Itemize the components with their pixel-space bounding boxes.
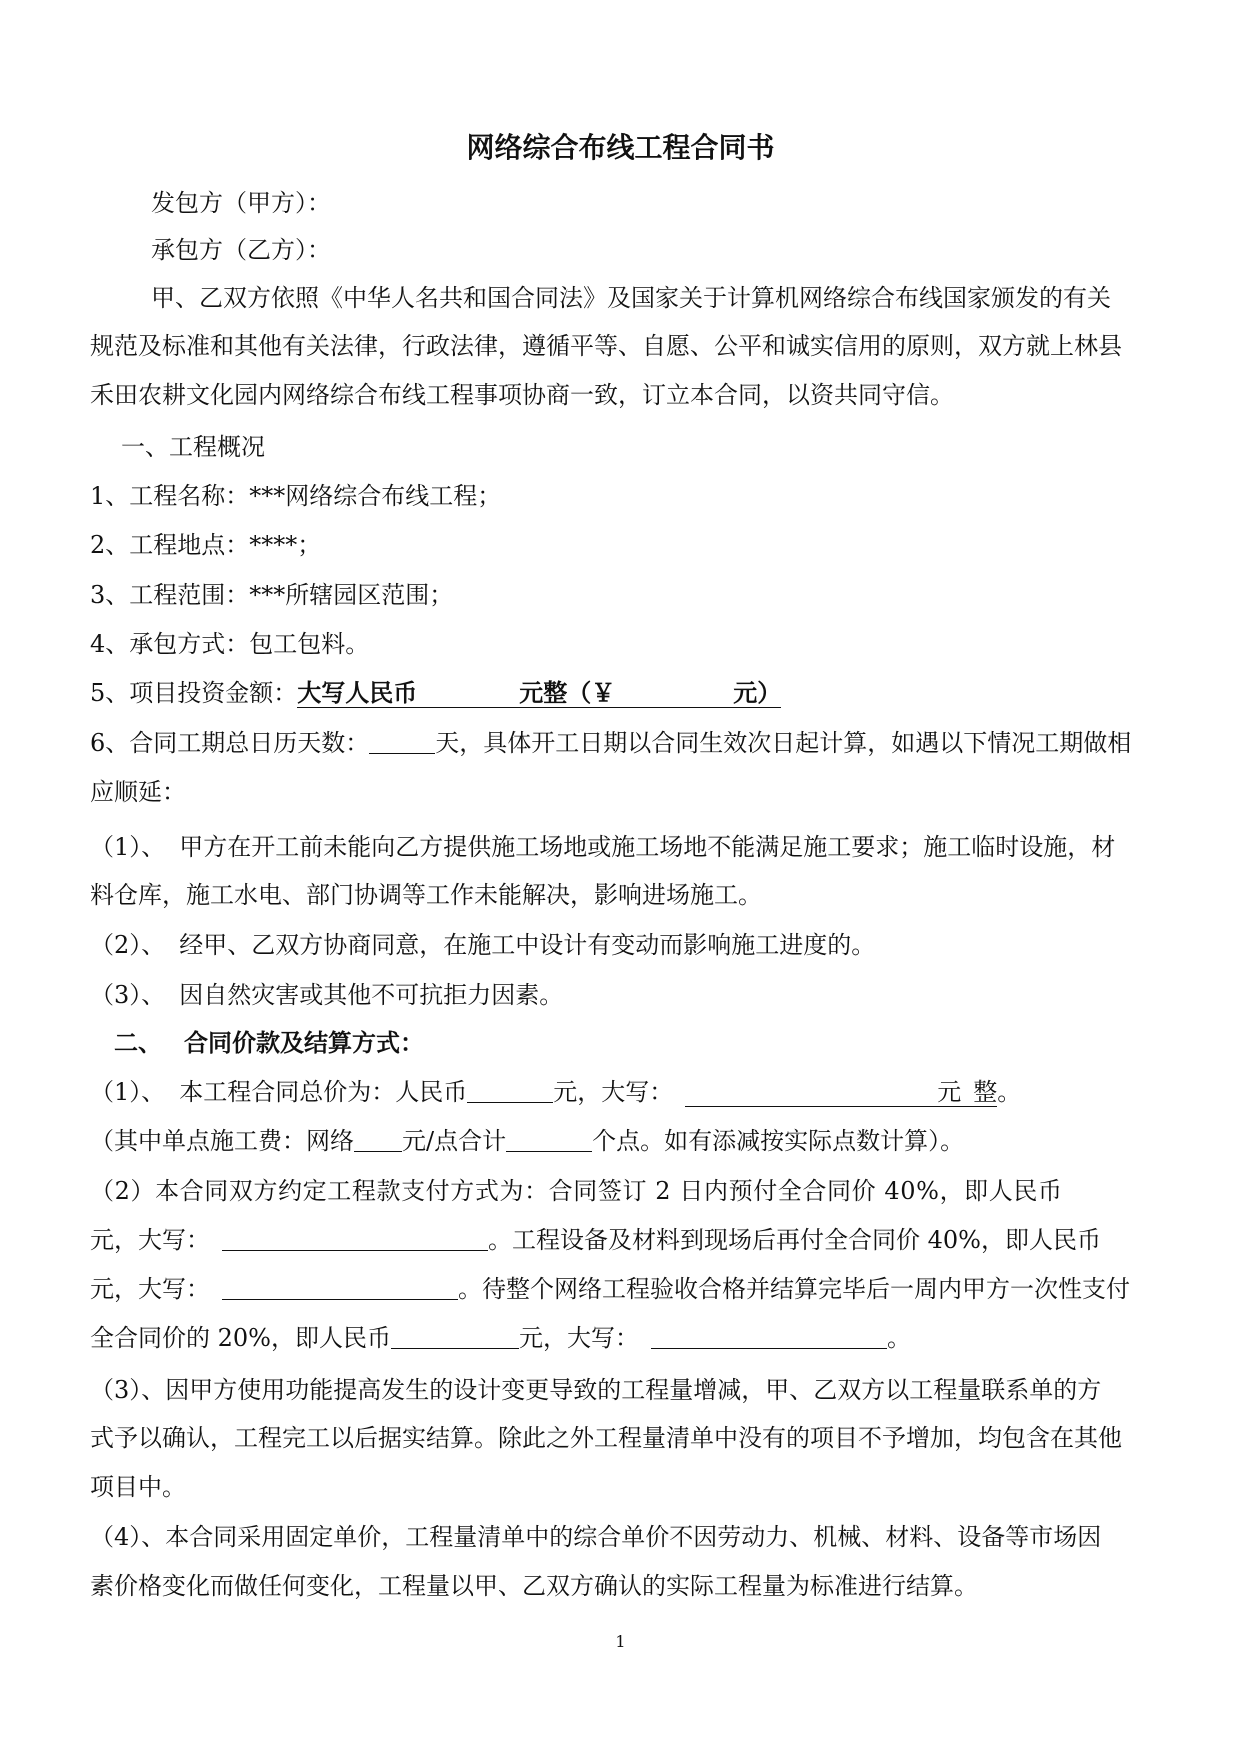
clause-2-text-l2a: 元，大写： xyxy=(90,1226,210,1254)
item-5 xyxy=(90,678,1151,708)
section2-heading-text: 合同价款及结算方式： xyxy=(184,1028,424,1057)
preamble-line-1: 甲、乙双方依照《中华人名共和国合同法》及国家关于计算机网络综合布线国家颁发的有关 xyxy=(151,284,1111,312)
final-payment-capital-blank xyxy=(651,1324,887,1349)
preamble-line-2: 规范及标准和其他有关法律，行政法律，遵循平等、自愿、公平和诚实信用的原则，双方就上林县 xyxy=(90,332,1122,360)
payment-clause-1 xyxy=(90,1077,1151,1107)
item-4: 4、承包方式：包工包料。 xyxy=(90,630,370,658)
item-6 xyxy=(90,728,1151,758)
sub-item-2-text: 经甲、乙双方协商同意，在施工中设计有变动而影响施工进度的。 xyxy=(179,931,876,959)
item-6-prefix: 6、合同工期总日历天数： xyxy=(90,729,370,757)
investment-amount-yuan: 元整（￥ xyxy=(519,678,616,707)
section1-heading: 一、工程概况 xyxy=(121,433,265,461)
payment-clause-2-line-2 xyxy=(90,1225,1151,1255)
payment-clause-3-line-1: （3）、因甲方使用功能提高发生的设计变更导致的工程量增减，甲、乙双方以工程量联系单的方 xyxy=(90,1376,1102,1404)
document-title: 网络综合布线工程合同书 xyxy=(466,131,775,164)
final-payment-blank xyxy=(391,1324,519,1349)
item-3: 3、工程范围：***所辖园区范围； xyxy=(90,581,454,609)
payment-clause-2-line-3 xyxy=(90,1274,1151,1304)
clause-1-text-b: 元，大写： xyxy=(553,1078,674,1106)
payment-clause-3-line-2: 式予以确认，工程完工以后据实结算。除此之外工程量清单中没有的项目不予增加，均包含在其他 xyxy=(90,1424,1122,1452)
preamble-line-3: 禾田农耕文化园内网络综合布线工程事项协商一致，订立本合同，以资共同守信。 xyxy=(90,381,954,409)
clause-2-text-l4b: 元，大写： xyxy=(518,1324,639,1352)
item-1: 1、工程名称：***网络综合布线工程； xyxy=(90,482,502,510)
total-price-blank xyxy=(467,1078,553,1103)
clause-2-text-l3b: 。待整个网络工程验收合格并结算完毕后一周内甲方一次性支付 xyxy=(458,1275,1130,1303)
payment-clause-3-line-3: 项目中。 xyxy=(90,1473,186,1501)
duration-days-blank xyxy=(369,729,435,754)
sub-item-3 xyxy=(90,980,1151,1010)
section2-heading-num: 二、 xyxy=(114,1028,162,1057)
sub-item-1-label: （1）、 xyxy=(90,833,166,861)
clause-1-period: 。 xyxy=(997,1078,1022,1106)
clause-1b-text-a: （其中单点施工费：网络 xyxy=(90,1127,354,1155)
sub-item-1-text: 甲方在开工前未能向乙方提供施工场地或施工场地不能满足施工要求；施工临时设施，材 xyxy=(179,833,1116,861)
sub-item-3-text: 因自然灾害或其他不可抗拒力因素。 xyxy=(179,981,564,1009)
clause-1b-text-c: 个点。如有添减按实际点数计算）。 xyxy=(592,1127,965,1155)
sub-item-3-label: （3）、 xyxy=(90,981,166,1009)
sub-item-2 xyxy=(90,930,1151,960)
party-a-line: 发包方（甲方）： xyxy=(151,189,331,217)
investment-amount-capital: 大写人民币 xyxy=(297,678,418,707)
sub-item-1-cont: 料仓库，施工水电、部门协调等工作未能解决，影响进场施工。 xyxy=(90,881,762,909)
sub-item-2-label: （2）、 xyxy=(90,931,166,959)
party-b-line: 承包方（乙方）： xyxy=(151,236,331,264)
point-count-blank xyxy=(506,1127,592,1152)
advance-capital-blank xyxy=(222,1226,488,1251)
page-number: 1 xyxy=(615,1632,626,1651)
clause-2-text-l2b: 。工程设备及材料到现场后再付全合同价 40%，即人民币 xyxy=(488,1226,1101,1254)
item-6-suffix: 天，具体开工日期以合同生效次日起计算，如遇以下情况工期做相 xyxy=(435,729,1132,757)
section2-heading xyxy=(114,1028,1151,1058)
payment-clause-4-line-2: 素价格变化而做任何变化，工程量以甲、乙双方确认的实际工程量为标准进行结算。 xyxy=(90,1572,978,1600)
payment-clause-1b xyxy=(90,1126,1151,1156)
unit-price-blank xyxy=(354,1127,402,1152)
clause-2-text-l4a: 全合同价的 20%，即人民币 xyxy=(90,1324,391,1352)
clause-1-text-a: 本工程合同总价为：人民币 xyxy=(179,1078,468,1106)
item-5-label: 5、项目投资金额： xyxy=(90,679,298,707)
clause-1b-text-b: 元/点合计 xyxy=(402,1127,507,1155)
clause-2-text-l3a: 元，大写： xyxy=(90,1275,210,1303)
clause-1-label: （1）、 xyxy=(90,1078,166,1106)
item-2: 2、工程地点：****； xyxy=(90,531,322,559)
clause-1-yuan: 元 xyxy=(937,1078,962,1106)
total-price-capital-field xyxy=(685,1078,997,1107)
payment-clause-2-line-4 xyxy=(90,1323,1151,1353)
investment-amount-close: 元） xyxy=(733,678,782,707)
payment-clause-2-line-1: （2）本合同双方约定工程款支付方式为：合同签订 2 日内预付全合同价 40%，即人民币 xyxy=(90,1177,1063,1205)
second-payment-capital-blank xyxy=(222,1275,458,1300)
clause-1-zheng: 整 xyxy=(973,1078,998,1106)
clause-2-text-l4c: 。 xyxy=(886,1324,911,1352)
investment-amount-field xyxy=(297,678,781,708)
payment-clause-4-line-1: （4）、本合同采用固定单价，工程量清单中的综合单价不因劳动力、机械、材料、设备等市场因 xyxy=(90,1523,1102,1551)
item-6-line-2: 应顺延： xyxy=(90,778,186,806)
sub-item-1 xyxy=(90,832,1151,862)
